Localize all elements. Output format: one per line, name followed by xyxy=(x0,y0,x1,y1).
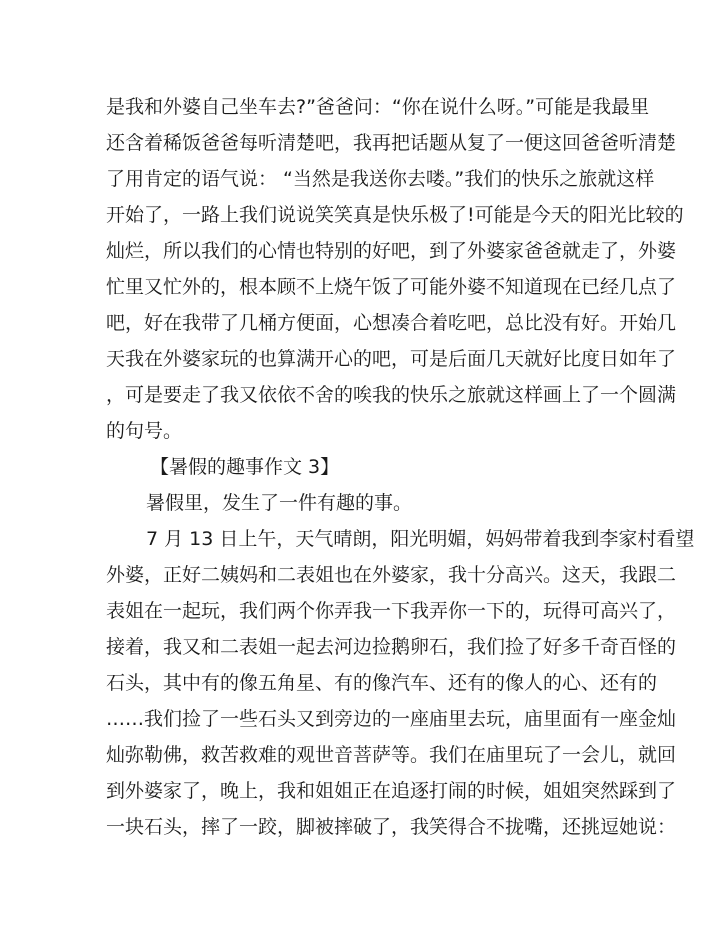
paragraph-3-line: 外婆，正好二姨妈和二表姐也在外婆家，我十分高兴。这天，我跟二 xyxy=(106,564,677,586)
paragraph-3-line: 接着，我又和二表姐一起去河边捡鹅卵石，我们捡了好多千奇百怪的 xyxy=(106,636,677,658)
paragraph-1-line: 灿烂，所以我们的心情也特别的好吧，到了外婆家爸爸就走了，外婆 xyxy=(106,240,677,262)
paragraph-1-line: 忙里又忙外的，根本顾不上烧午饭了可能外婆不知道现在已经几点了 xyxy=(106,276,677,298)
paragraph-3-line: 灿弥勒佛，救苦救难的观世音菩萨等。我们在庙里玩了一会儿，就回 xyxy=(106,744,677,766)
paragraph-1-line: 了用肯定的语气说： “当然是我送你去喽。”我们的快乐之旅就这样 xyxy=(106,168,655,190)
paragraph-3-line: 石头，其中有的像五角星、有的像汽车、还有的像人的心、还有的 xyxy=(106,672,658,694)
paragraph-1-line: 开始了，一路上我们说说笑笑真是快乐极了!可能是今天的阳光比较的 xyxy=(106,204,684,226)
paragraph-1-line: 天我在外婆家玩的也算满开心的吧，可是后面几天就好比度日如年了 xyxy=(106,348,677,370)
paragraph-2-line: 暑假里，发生了一件有趣的事。 xyxy=(146,492,413,514)
paragraph-1-line: 吧，好在我带了几桶方便面，心想凑合着吃吧，总比没有好。开始几 xyxy=(106,312,677,334)
paragraph-3-line: 到外婆家了，晚上，我和姐姐正在追逐打闹的时候，姐姐突然踩到了 xyxy=(106,780,677,802)
paragraph-1-line: 的句号。 xyxy=(106,420,183,442)
paragraph-3-line: 表姐在一起玩，我们两个你弄我一下我弄你一下的，玩得可高兴了， xyxy=(106,600,677,622)
paragraph-3-line: ……我们捡了一些石头又到旁边的一座庙里去玩，庙里面有一座金灿 xyxy=(106,708,677,730)
paragraph-1-line: 还含着稀饭爸爸每听清楚吧，我再把话题从复了一便这回爸爸听清楚 xyxy=(106,132,677,154)
paragraph-1-line: ，可是要走了我又依依不舍的唉我的快乐之旅就这样画上了一个圆满 xyxy=(106,384,677,406)
paragraph-1-line: 是我和外婆自己坐车去?”爸爸问：“你在说什么呀。”可能是我最里 xyxy=(106,96,650,118)
document-body xyxy=(106,89,695,845)
section-heading: 【暑假的趣事作文 3】 xyxy=(150,456,340,478)
paragraph-3-line: 一块石头，摔了一跤，脚被摔破了，我笑得合不拢嘴，还挑逗她说： xyxy=(106,816,677,838)
paragraph-3-line: 7 月 13 日上午，天气晴朗，阳光明媚，妈妈带着我到李家村看望 xyxy=(146,528,695,550)
